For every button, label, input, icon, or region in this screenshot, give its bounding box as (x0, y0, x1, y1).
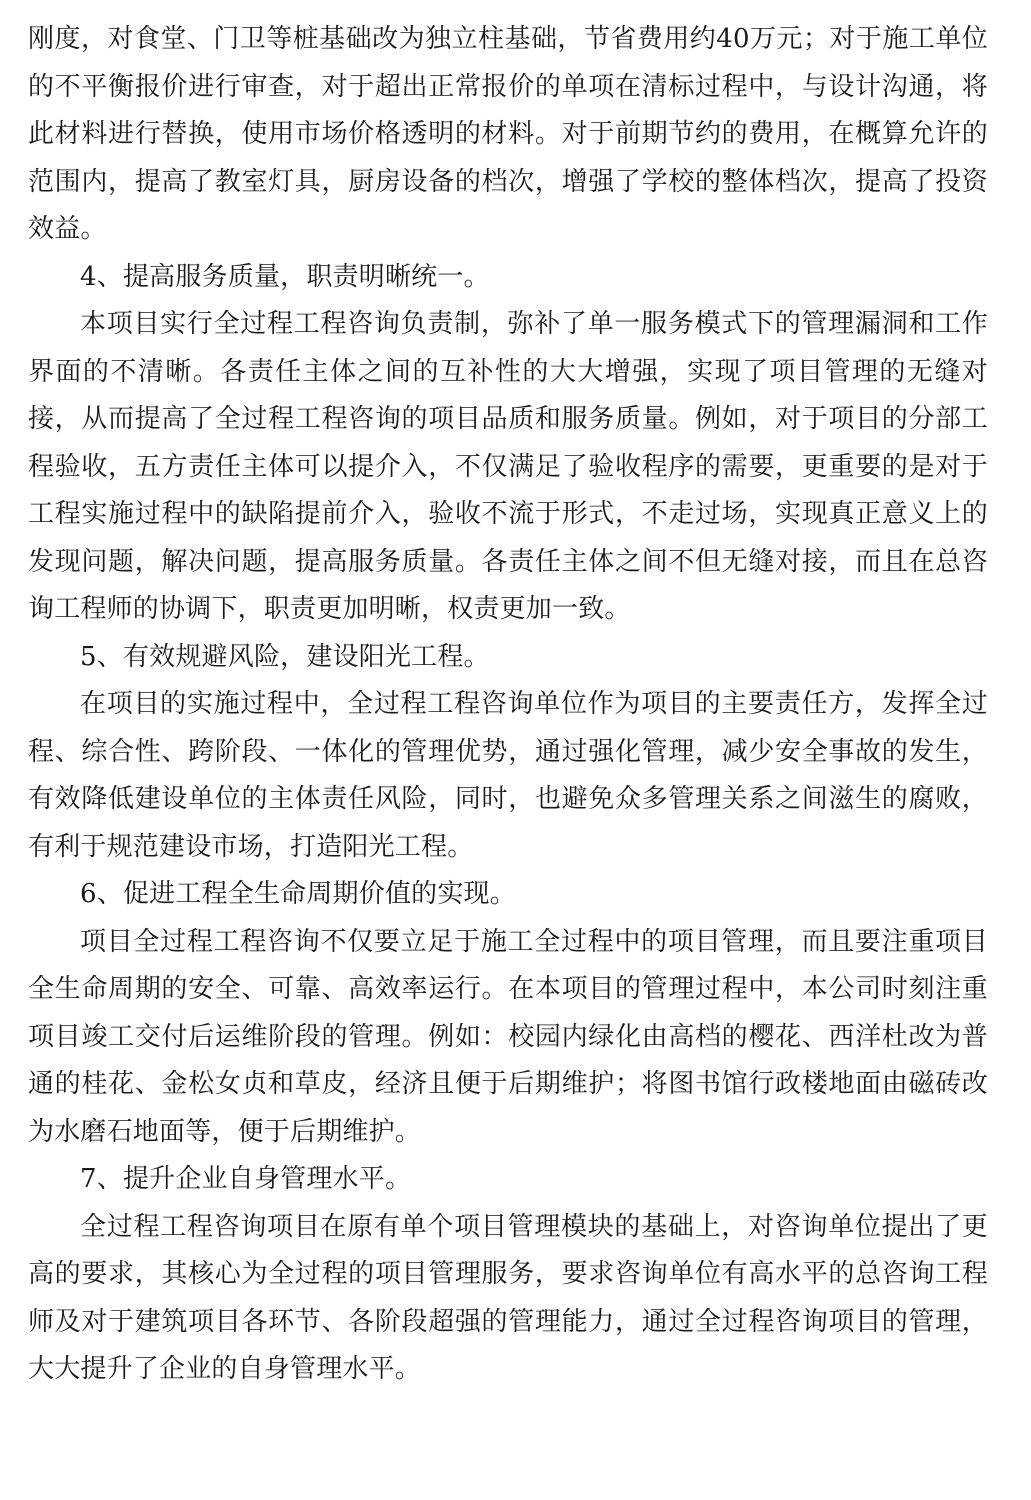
paragraph-risk-avoidance: 在项目的实施过程中，全过程工程咨询单位作为项目的主要责任方，发挥全过程、综合性、跨阶段、一体化的管理优势，通过强化管理，减少安全事故的发生，有效降低建设单位的主体责任风险，同时，也避免众多管理关系之间滋生的腐败，有利于规范建设市场，打造阳光工程。 (28, 689, 988, 862)
paragraph-management-level: 全过程工程咨询项目在原有单个项目管理模块的基础上，对咨询单位提出了更高的要求，其核心为全过程的项目管理服务，要求咨询单位有高水平的总咨询工程师及对于建筑项目各环节、各阶段超强的管理能力，通过全过程咨询项目的管理，大大提升了企业的自身管理水平。 (28, 1211, 988, 1384)
paragraph-service-quality: 本项目实行全过程工程咨询负责制，弥补了单一服务模式下的管理漏洞和工作界面的不清晰。各责任主体之间的互补性的大大增强，实现了项目管理的无缝对接，从而提高了全过程工程咨询的项目品质和服务质量。例如，对于项目的分部工程验收，五方责任主体可以提介入，不仅满足了验收程序的需要，更重要的是对于工程实施过程中的缺陷提前介入，验收不流于形式，不走过场，实现真正意义上的发现问题，解决问题，提高服务质量。各责任主体之间不但无缝对接，而且在总咨询工程师的协调下，职责更加明晰，权责更加一致。 (28, 309, 988, 624)
section-heading-7: 7、提升企业自身管理水平。 (80, 1164, 412, 1194)
document-page (28, 16, 988, 1394)
paragraph-continuation: 刚度，对食堂、门卫等桩基础改为独立柱基础，节省费用约40万元；对于施工单位的不平衡报价进行审查，对于超出正常报价的单项在清标过程中，与设计沟通，将此材料进行替换，使用市场价格透明的材料。对于前期节约的费用，在概算允许的范围内，提高了教室灯具，厨房设备的档次，增强了学校的整体档次，提高了投资效益。 (28, 24, 988, 244)
section-heading-4: 4、提高服务质量，职责明晰统一。 (80, 261, 490, 292)
section-heading-5: 5、有效规避风险，建设阳光工程。 (80, 641, 490, 672)
section-heading-6: 6、促进工程全生命周期价值的实现。 (80, 879, 516, 909)
paragraph-lifecycle-value: 项目全过程工程咨询不仅要立足于施工全过程中的项目管理，而且要注重项目全生命周期的安全、可靠、高效率运行。在本项目的管理过程中，本公司时刻注重项目竣工交付后运维阶段的管理。例如：校园内绿化由高档的樱花、西洋杜改为普通的桂花、金松女贞和草皮，经济且便于后期维护；将图书馆行政楼地面由磁砖改为水磨石地面等，便于后期维护。 (28, 926, 988, 1147)
